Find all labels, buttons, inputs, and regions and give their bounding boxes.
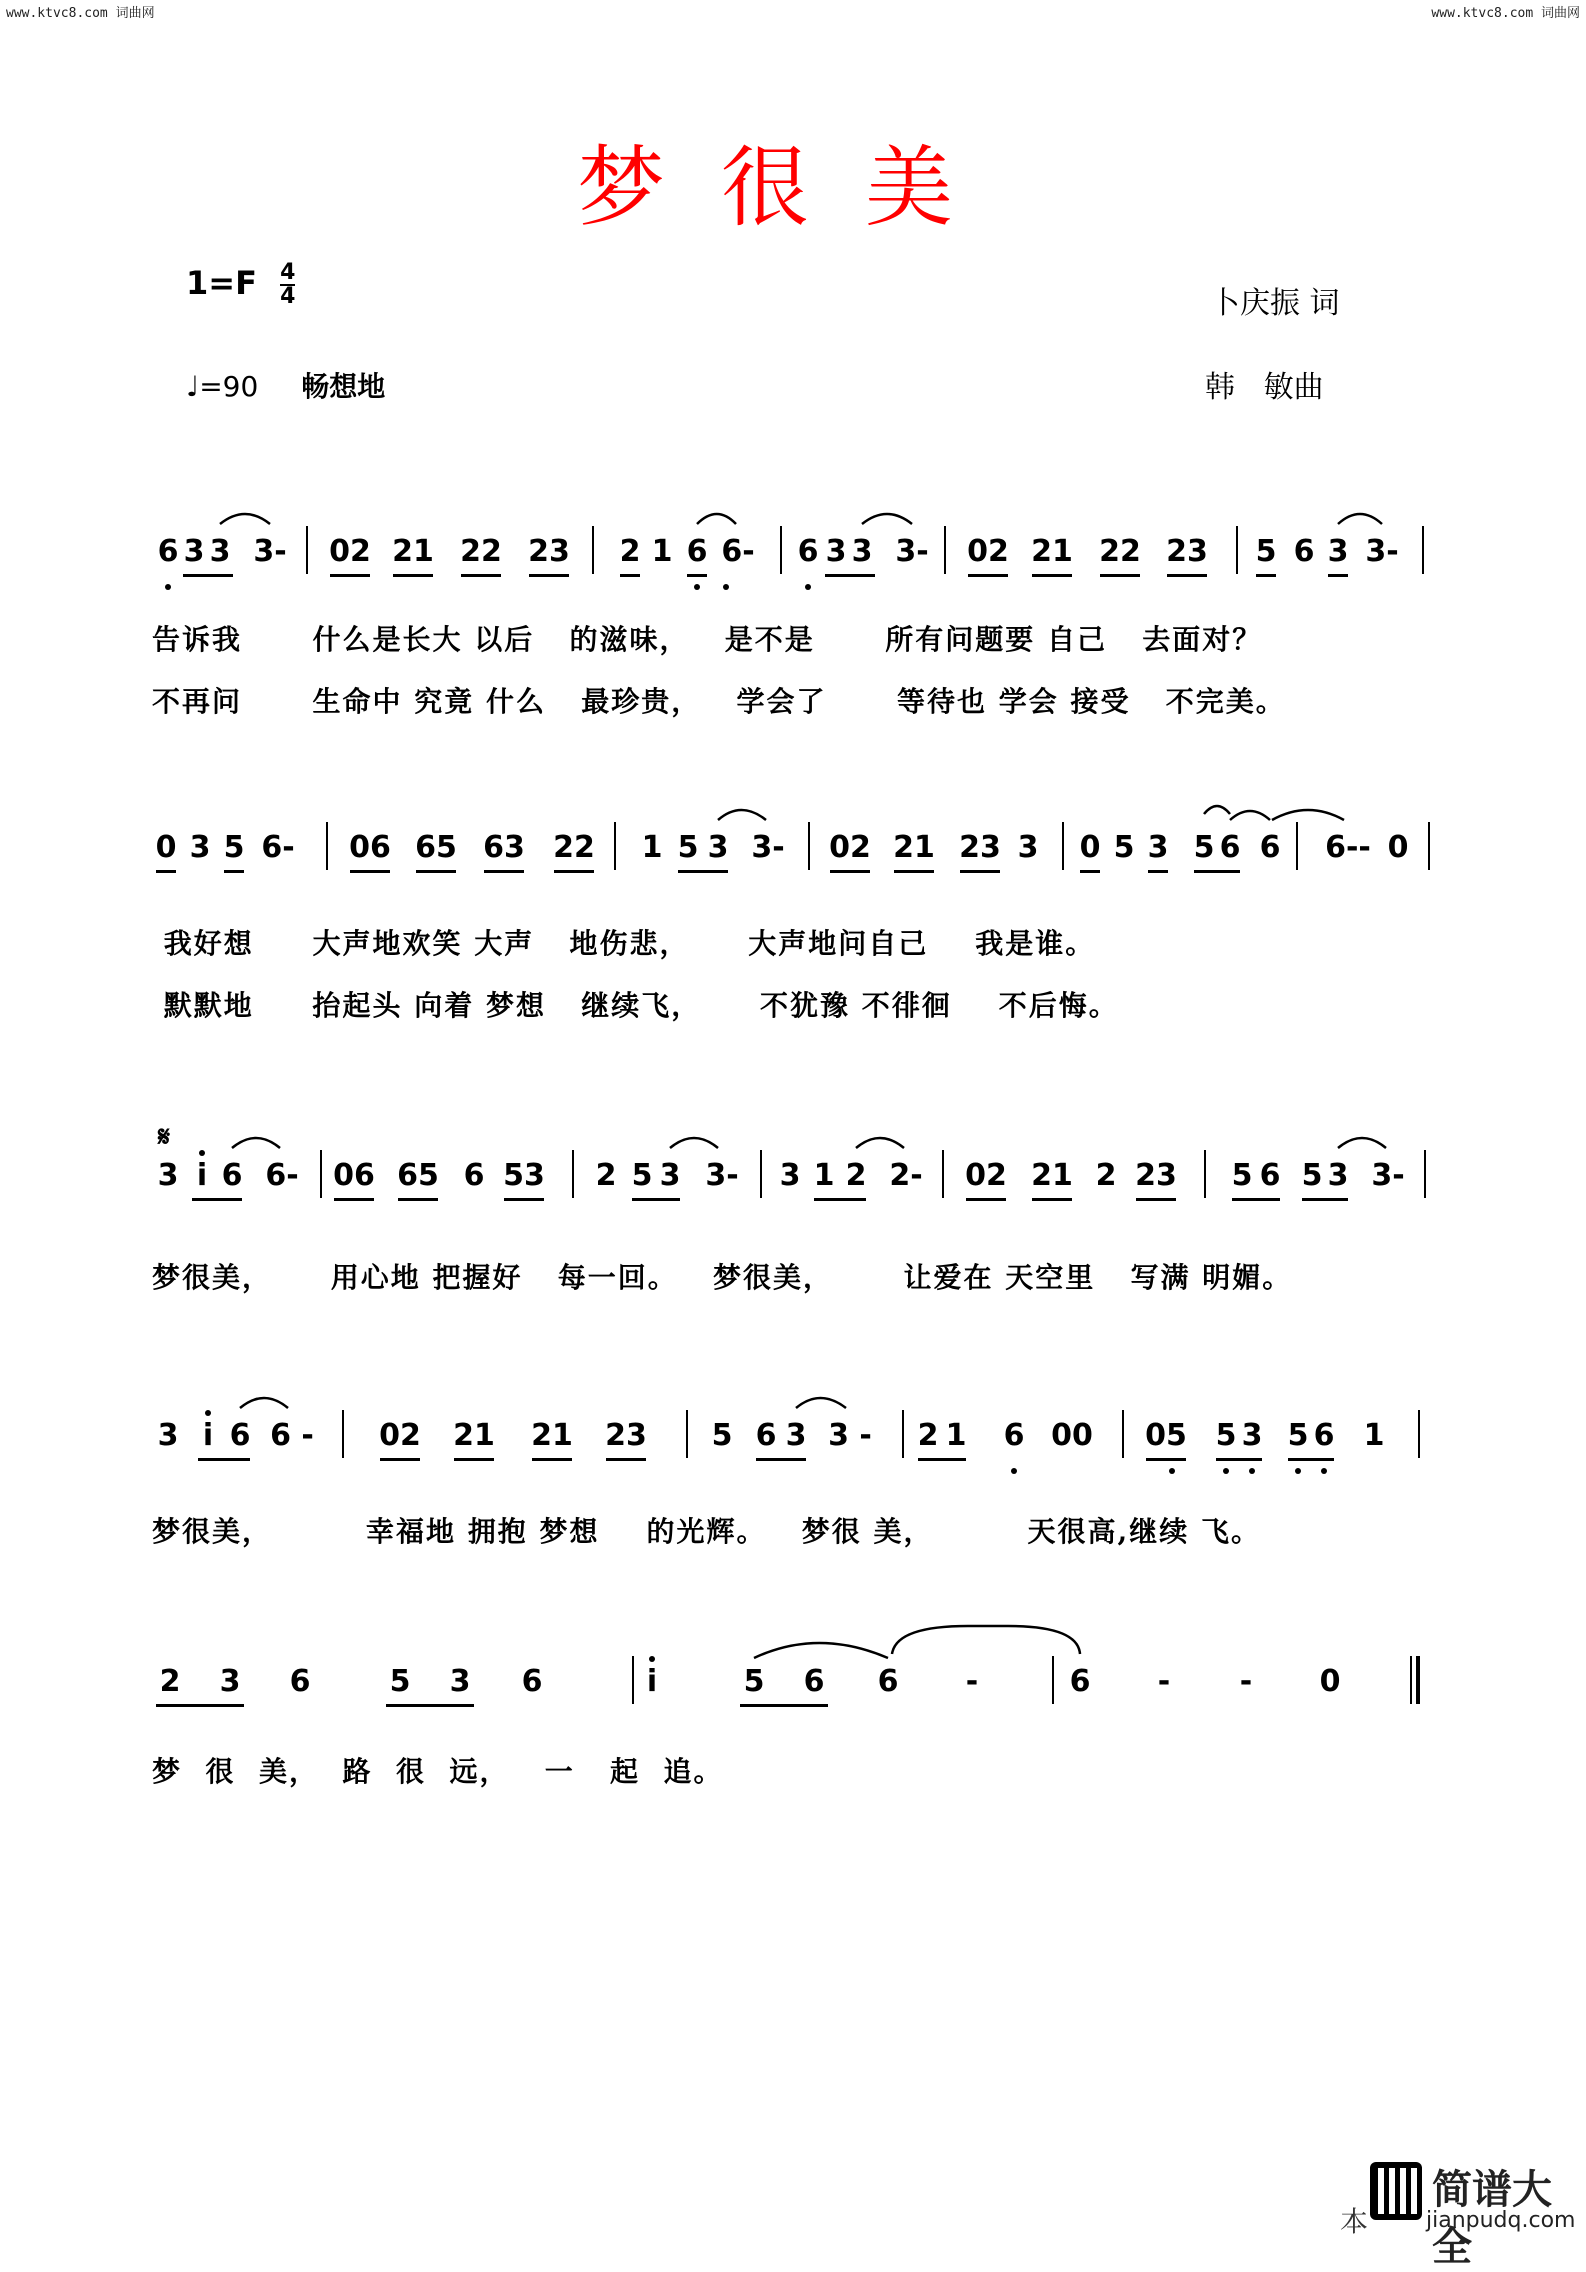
ties: [148, 494, 1438, 534]
lyric-line: 我好想 大声地欢笑 大声 地伤悲， 大声地问自己 我是谁。: [152, 927, 1096, 960]
staff-1: 6 3 3 3- 02 21 22 23 2 1 6 6- 6 3 3 3- 02 21 22 23 5 6 3 3-: [148, 534, 1438, 614]
lyric-line: 告诉我 什么是长大 以后 的滋味， 是不是 所有问题要 自己 去面对？: [152, 623, 1263, 656]
lyricist-credit: 卜庆振 词: [1210, 286, 1340, 321]
tempo-line: [186, 365, 385, 405]
piano-icon: [1370, 2162, 1422, 2220]
composer-credit: 韩 敏曲: [1205, 370, 1324, 405]
logo-text: 简谱大全: [1432, 2167, 1552, 2270]
site-logo[interactable]: [1360, 2158, 1580, 2270]
song-title: 梦很美: [576, 136, 1009, 239]
page-mark: 本: [1340, 2205, 1369, 2238]
time-signature: [280, 262, 295, 308]
mood-mark: 畅想地: [301, 370, 386, 403]
header-site-left: www.ktvc8.com 词曲网: [6, 6, 155, 21]
key-signature: [186, 262, 295, 308]
segno-sign: 𝄋: [158, 1120, 171, 1153]
tempo-mark: ♩=90: [186, 370, 259, 403]
lyric-line: 梦 很 美， 路 很 远， 一 起 追。: [152, 1755, 724, 1788]
header-site-right: www.ktvc8.com 词曲网: [1431, 6, 1580, 21]
logo-url: jianpudq.com: [1426, 2208, 1576, 2233]
staff-4: 3 i 6 6 - 02 21 21 23 5 6 3 3 - 2 1 6 00 05 5 3 5 6 1: [148, 1418, 1438, 1498]
staff-2: 0 3 5 6- 06 65 63 22 1 5 3 3- 02 21 23 3 0 5 3 5 6 6 6-- 0: [148, 830, 1438, 910]
lyric-line: 默默地 抬起头 向着 梦想 继续飞， 不犹豫 不徘徊 不后悔。: [152, 989, 1119, 1022]
time-sig-numerator: 4: [280, 260, 296, 285]
lyric-line: 梦很美， 用心地 把握好 每一回。 梦很美， 让爱在 天空里 写满 明媚。: [152, 1261, 1293, 1294]
lyric-line: 不再问 生命中 究竟 什么 最珍贵， 学会了 等待也 学会 接受 不完美。: [152, 685, 1286, 718]
lyric-line: 梦很美， 幸福地 拥抱 梦想 的光辉。 梦很 美， 天很高,继续 飞。: [152, 1515, 1261, 1548]
staff-3: 3 i 6 6- 06 65 6 53 2 5 3 3- 3 1 2 2- 02 21 2 23 5 6 5 3 3-: [148, 1158, 1438, 1238]
staff-5: 2 3 6 5 3 6 i 5 6 6 - 6 - - 0: [148, 1664, 1438, 1744]
measure-group: 6: [157, 534, 179, 569]
key-label: 1=F: [186, 264, 257, 302]
time-sig-denominator: 4: [280, 284, 296, 309]
